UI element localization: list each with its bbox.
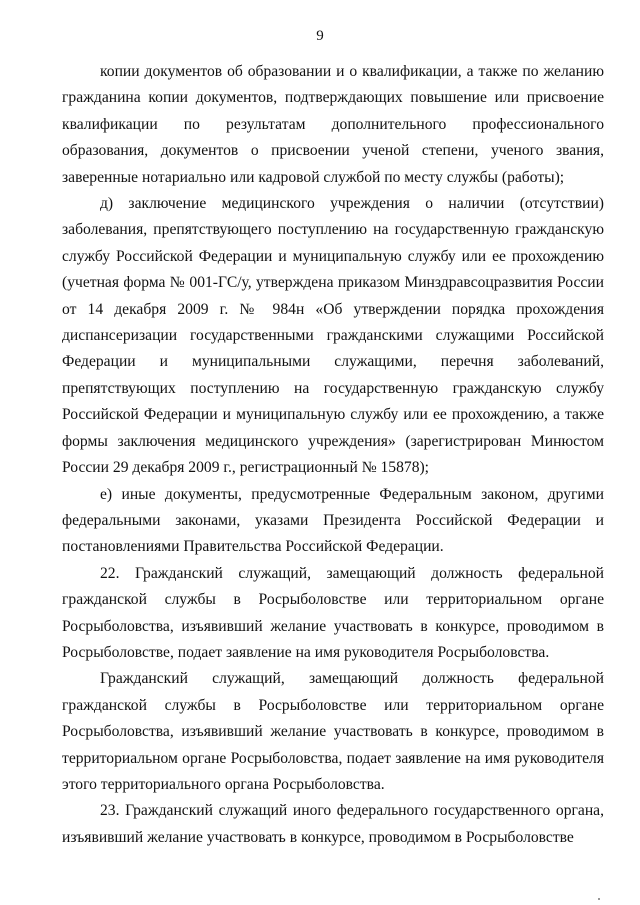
paragraph-other-documents: е) иные документы, предусмотренные Федеральным законом, другими федеральными законами, указами Президента Российской Федерации и постановлениями Правительства Российской Федерации. <box>62 485 604 556</box>
scan-speck <box>598 898 600 900</box>
paragraph-clause-22: 22. Гражданский служащий, замещающий должность федеральной гражданской службы в Росрыболовстве или территориальном органе Росрыболовства, изъявивший желание участвовать в конкурсе, проводимом в Росрыболовстве, подает заявление на имя руководителя Росрыболовства. <box>62 564 604 661</box>
paragraph-clause-22-territorial: Гражданский служащий, замещающий должность федеральной гражданской службы в Росрыболовстве или территориальном органе Росрыболовства, изъявивший желание участвовать в конкурсе, проводимом в территориальном органе Росрыболовства, подает заявление на имя руководителя этого территориального органа Росрыболовства. <box>62 670 604 793</box>
paragraph-clause-23: 23. Гражданский служащий иного федерального государственного органа, изъявивший желание участвовать в конкурсе, проводимом в Росрыболовстве <box>62 802 604 846</box>
paragraph-document-copies: копии документов об образовании и о квалификации, а также по желанию гражданина копии документов, подтверждающих повышение или присвоение квалификации по результатам дополнительного профессионального образования, документов о присвоении ученой степени, ученого звания, заверенные нотариально или кадровой службой по месту службы (работы); <box>62 63 604 186</box>
paragraph-medical-conclusion: д) заключение медицинского учреждения о наличии (отсутствии) заболевания, препятствующего поступлению на государственную гражданскую службу Российской Федерации и муниципальную службу или ее прохождению (учетная форма № 001-ГС/у, утверждена приказом Минздравсоцразвития России от 14 декабря 2009 г. № 984н «Об утверждении порядка прохождения диспансеризации государственными гражданскими служащими Российской Федерации и муниципальными служащими, перечня заболеваний, препятствующих поступлению на государственную гражданскую службу Российской Федерации и муниципальную службу или ее прохождению, а также формы заключения медицинского учреждения» (зарегистрирован Минюстом России 29 декабря 2009 г., регистрационный № 15878); <box>62 195 604 477</box>
page-number: 9 <box>316 28 324 44</box>
document-body <box>62 59 604 851</box>
